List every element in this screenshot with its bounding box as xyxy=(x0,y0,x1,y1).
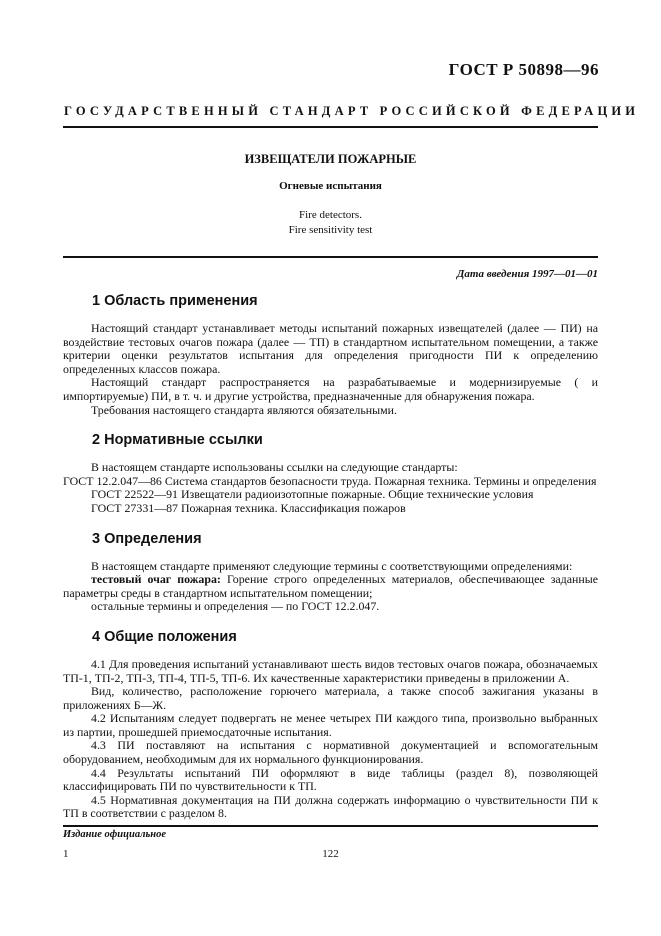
gost-number: ГОСТ Р 50898—96 xyxy=(448,60,599,79)
paragraph: В настоящем стандарте применяют следующие термины с соответствующими определениями: xyxy=(91,558,573,573)
section-scope xyxy=(63,293,598,417)
paragraph: 4.5 Нормативная документация на ПИ должна содержать информацию о чувствительности ПИ к ТП в соответствии с разделом 8. xyxy=(63,792,598,821)
english-title xyxy=(63,208,598,238)
defined-term: тестовый очаг пожара: xyxy=(91,572,221,587)
definition-paragraph xyxy=(63,573,598,600)
english-title-line-2: Fire sensitivity test xyxy=(288,224,373,236)
document-subtitle: Огневые испытания xyxy=(279,180,382,192)
paragraph: Вид, количество, расположение горючего материала, а также способ зажигания указаны в приложениях Б—Ж. xyxy=(63,684,598,712)
paragraph: 4.2 Испытаниям следует подвергать не менее четырех ПИ каждого типа, произвольно выбранных из партии, прошедшей приемосдаточные испытания. xyxy=(63,711,598,739)
reference-item: ГОСТ 27331—87 Пожарная техника. Классификация пожаров xyxy=(91,500,406,515)
page-number: 122 xyxy=(322,848,339,860)
document-title: ИЗВЕЩАТЕЛИ ПОЖАРНЫЕ xyxy=(244,152,417,166)
paragraph: Настоящий стандарт устанавливает методы испытаний пожарных извещателей (далее — ПИ) на воздействие тестовых очагов пожара (далее — ТП) в стандартном испытательном помещении, а также критерии оценки результатов испытания для определения пригодности ПИ к определению определенных классов пожара. xyxy=(63,321,598,376)
paragraph: Требования настоящего стандарта являются обязательными. xyxy=(91,402,397,417)
section-heading: 3 Определения xyxy=(92,530,202,547)
reference-item: ГОСТ 22522—91 Извещатели радиоизотопные пожарные. Общие технические условия xyxy=(91,487,534,502)
header-rule xyxy=(63,126,598,128)
term-definition: Горение строго определенных материалов, обеспечивающее заданные параметры среды в стандартном испытательном помещении; xyxy=(63,572,599,600)
intro-date: Дата введения 1997—01—01 xyxy=(456,268,598,280)
section-heading: 2 Нормативные ссылки xyxy=(92,432,263,449)
section-normative-references xyxy=(63,432,598,515)
state-standard-banner: ГОСУДАРСТВЕННЫЙ СТАНДАРТ РОССИЙСКОЙ ФЕДЕРАЦИИ xyxy=(64,104,640,118)
edition-label: Издание официальное xyxy=(63,829,167,840)
paragraph: 4.1 Для проведения испытаний устанавливают шесть видов тестовых очагов пожара, обозначаемых ТП-1, ТП-2, ТП-3, ТП-4, ТП-5, ТП-6. Их качественные характеристики приведены в приложении А. xyxy=(63,656,598,685)
paragraph: В настоящем стандарте использованы ссылки на следующие стандарты: xyxy=(91,460,458,475)
paragraph: 4.4 Результаты испытаний ПИ оформляют в виде таблицы (раздел 8), позволяющей классифицировать ПИ по чувствительности к ТП. xyxy=(63,765,598,794)
paragraph: остальные термины и определения — по ГОСТ 12.2.047. xyxy=(91,599,380,614)
section-definitions xyxy=(63,531,598,614)
paragraph: Настоящий стандарт распространяется на разрабатываемые и модернизируемые ( и импортируемые) ПИ, в т. ч. и другие устройства, предназначенные для обнаружения пожара. xyxy=(63,375,598,403)
section-heading: 4 Общие положения xyxy=(92,628,237,645)
document-body xyxy=(63,293,598,836)
footer-rule xyxy=(63,825,598,827)
title-rule xyxy=(63,256,598,258)
paragraph: 4.3 ПИ поставляют на испытания с нормативной документацией и вспомогательным оборудованием, необходимым для их нормального функционирования. xyxy=(63,738,598,767)
section-general-provisions xyxy=(63,629,598,821)
english-title-line-1: Fire detectors. xyxy=(299,209,362,221)
section-heading: 1 Область применения xyxy=(92,293,258,309)
reference-item: ГОСТ 12.2.047—86 Система стандартов безопасности труда. Пожарная техника. Термины и определения xyxy=(63,473,597,488)
page-index: 1 xyxy=(63,848,69,860)
